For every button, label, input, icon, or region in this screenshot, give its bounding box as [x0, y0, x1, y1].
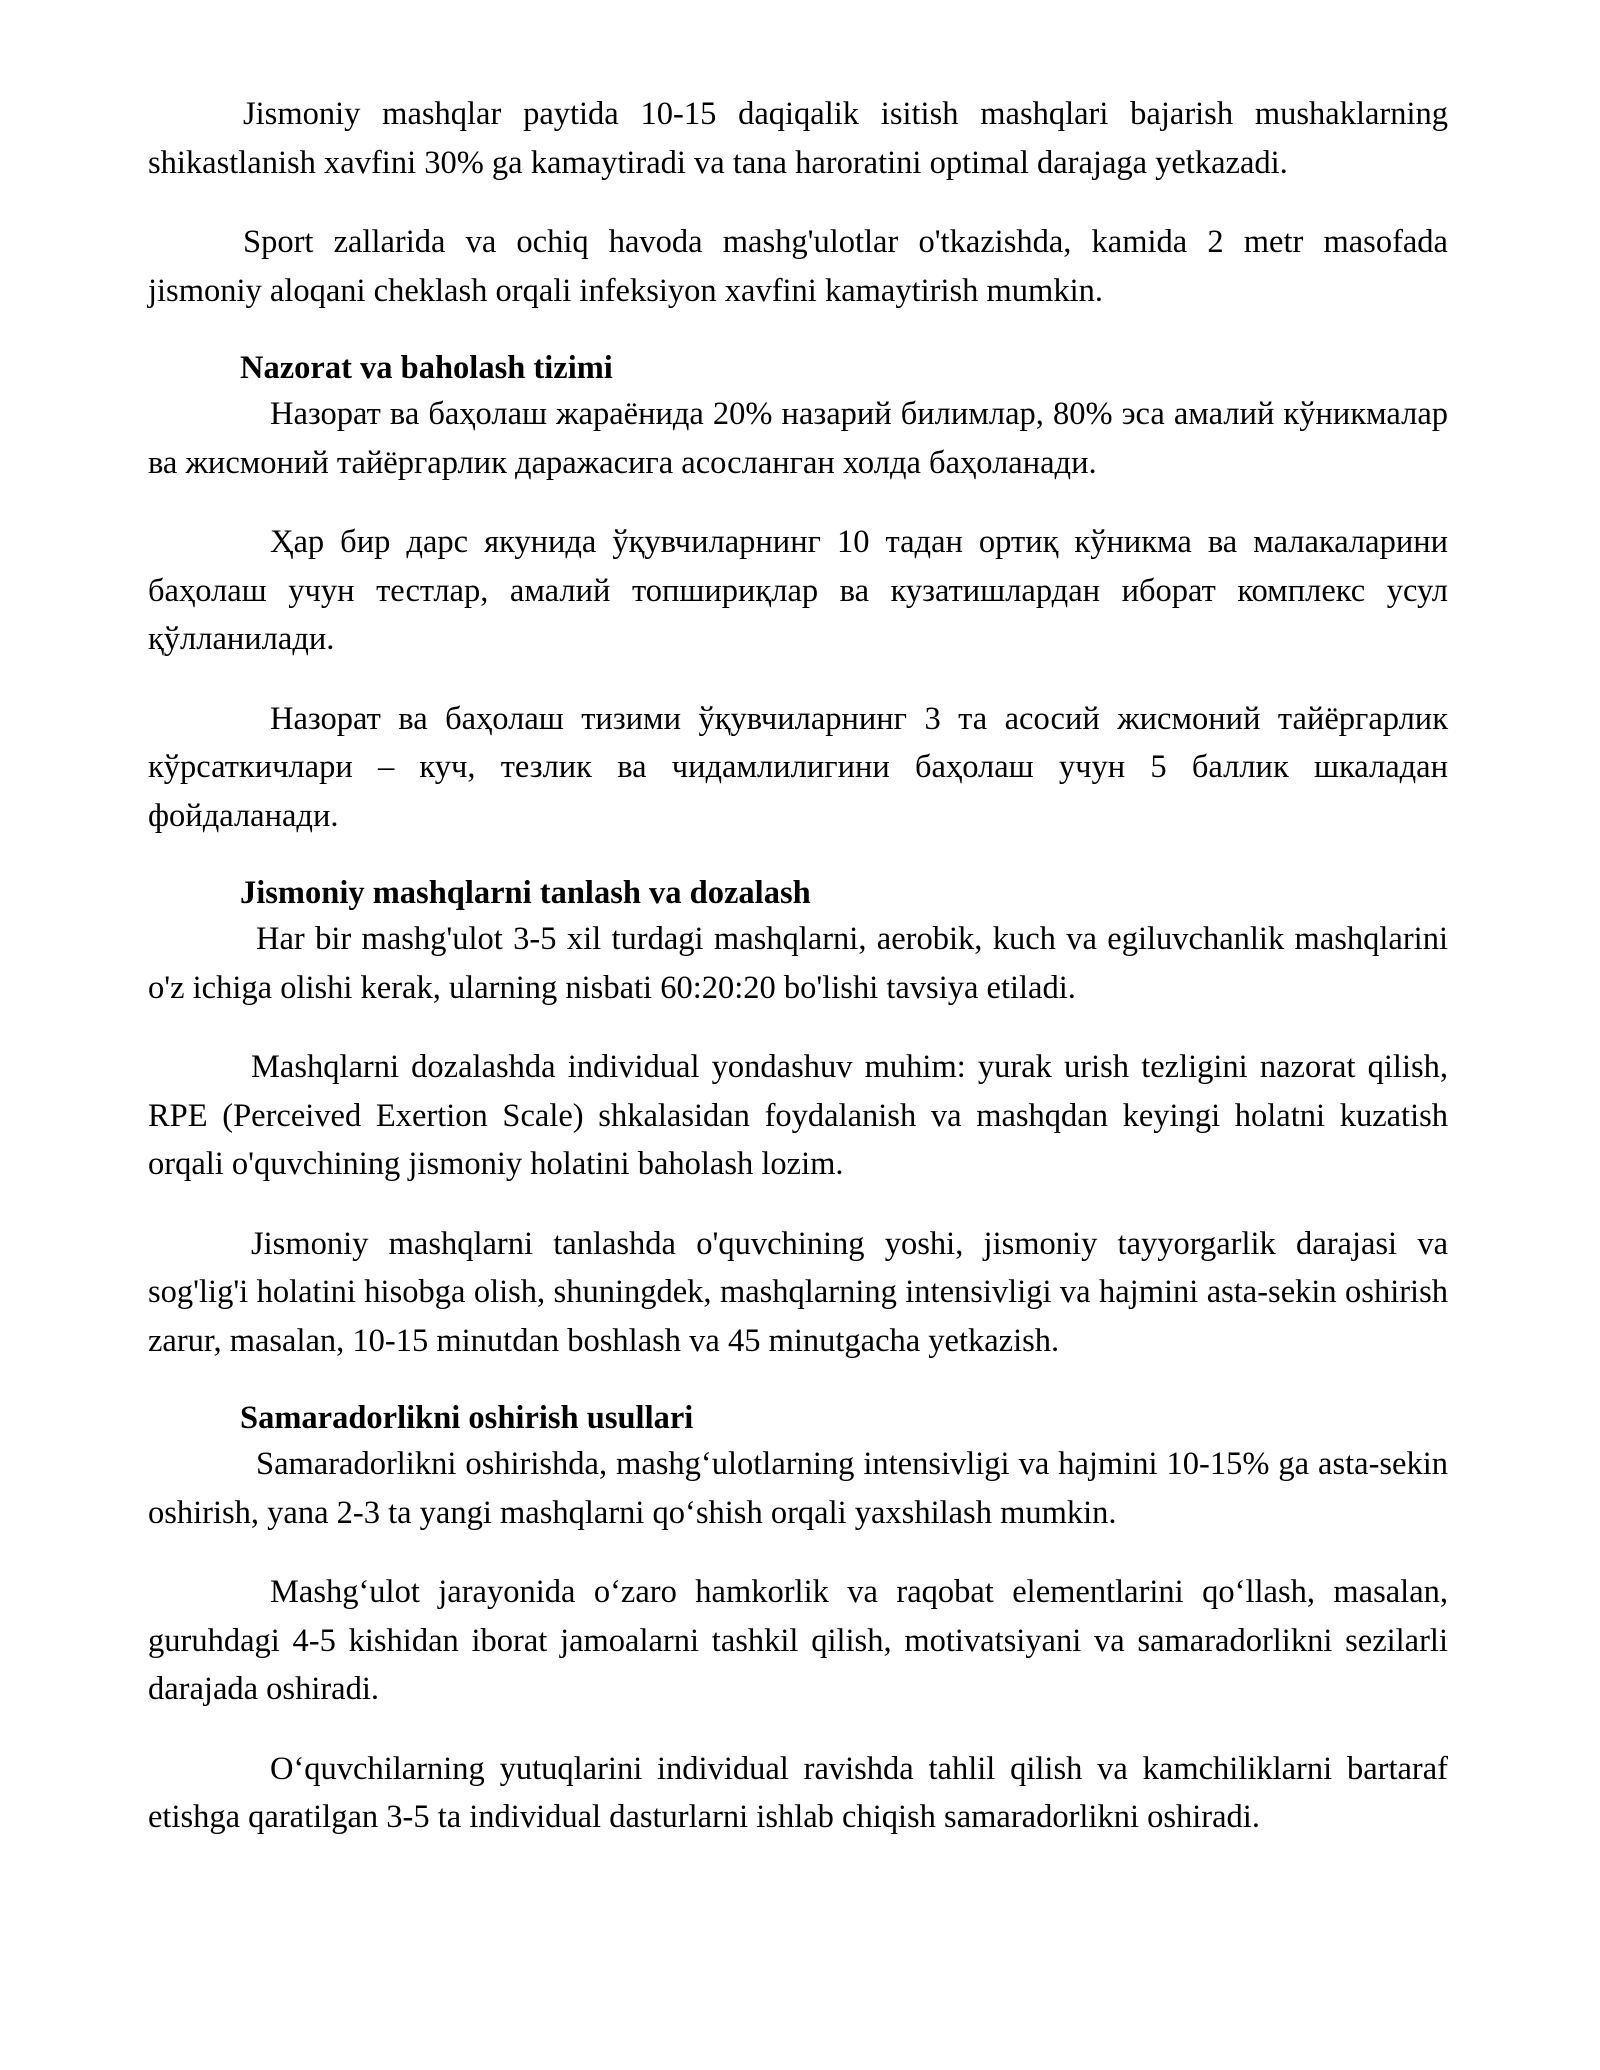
paragraph-assessment-methods: Ҳар бир дарс якунида ўқувчиларнинг 10 тадан ортиқ кўникма ва малакаларини баҳолаш учун тестлар, амалий топшириқлар ва кузатишлардан иборат комплекс усул қўлланилади. — [148, 524, 1448, 657]
section-heading-assessment: Nazorat va baholash tizimi — [240, 350, 613, 386]
paragraph-exercise-types: Har bir mashg'ulot 3-5 xil turdagi mashqlarni, aerobik, kuch va egiluvchanlik mashqlarini o'z ichiga olishi kerak, ularning nisbati 60:20:20 bo'lishi tavsiya etiladi. — [148, 921, 1448, 1006]
paragraph-warmup: Jismoniy mashqlar paytida 10-15 daqiqalik isitish mashqlari bajarish mushaklarning shikastlanish xavfini 30% ga kamaytiradi va tana haroratini optimal darajaga yetkazadi. — [148, 96, 1448, 181]
paragraph-intensity: Samaradorlikni oshirishda, mashg‘ulotlarning intensivligi va hajmini 10-15% ga asta-sekin oshirish, yana 2-3 ta yangi mashqlarni qo‘shish orqali yaxshilash mumkin. — [148, 1446, 1448, 1531]
paragraph-assessment-scale: Назорат ва баҳолаш тизими ўқувчиларнинг 3 та асосий жисмоний тайёргарлик кўрсаткичлари – куч, тезлик ва чидамлилигини баҳолаш учун 5 баллик шкаладан фойдаланади. — [148, 700, 1448, 834]
section-heading-exercise-selection: Jismoniy mashqlarni tanlash va dozalash — [240, 875, 811, 911]
paragraph-dosage: Mashqlarni dozalashda individual yondashuv muhim: yurak urish tezligini nazorat qilish, RPE (Perceived Exertion Scale) shkalasidan foydalanish va mashqdan keyingi holatni kuzatish orqali o'quvchining jismoniy holatini baholash lozim. — [148, 1049, 1448, 1182]
document-page — [148, 90, 1448, 1873]
section-heading-efficiency: Samaradorlikni oshirish usullari — [240, 1400, 694, 1436]
paragraph-selection-criteria: Jismoniy mashqlarni tanlashda o'quvchining yoshi, jismoniy tayyorgarlik darajasi va sog'lig'i holatini hisobga olish, shuningdek, mashqlarning intensivligi va hajmini asta-sekin oshirish zarur, masalan, 10-15 minutdan boshlash va 45 minutgacha yetkazish. — [148, 1225, 1448, 1359]
paragraph-distance: Sport zallarida va ochiq havoda mashg'ulotlar o'tkazishda, kamida 2 metr masofada jismoniy aloqani cheklash orqali infeksiyon xavfini kamaytirish mumkin. — [148, 224, 1448, 309]
paragraph-cooperation: Mashg‘ulot jarayonida o‘zaro hamkorlik va raqobat elementlarini qo‘llash, masalan, guruhdagi 4-5 kishidan iborat jamoalarni tashkil qilish, motivatsiyani va samaradorlikni sezilarli darajada oshiradi. — [148, 1574, 1448, 1707]
paragraph-assessment-ratio: Назорат ва баҳолаш жараёнида 20% назарий билимлар, 80% эса амалий кўникмалар ва жисмоний тайёргарлик даражасига асосланган холда баҳоланади. — [148, 396, 1448, 481]
paragraph-individual-programs: O‘quvchilarning yutuqlarini individual ravishda tahlil qilish va kamchiliklarni bartaraf etishga qaratilgan 3-5 ta individual dasturlarni ishlab chiqish samaradorlikni oshiradi. — [148, 1750, 1448, 1835]
